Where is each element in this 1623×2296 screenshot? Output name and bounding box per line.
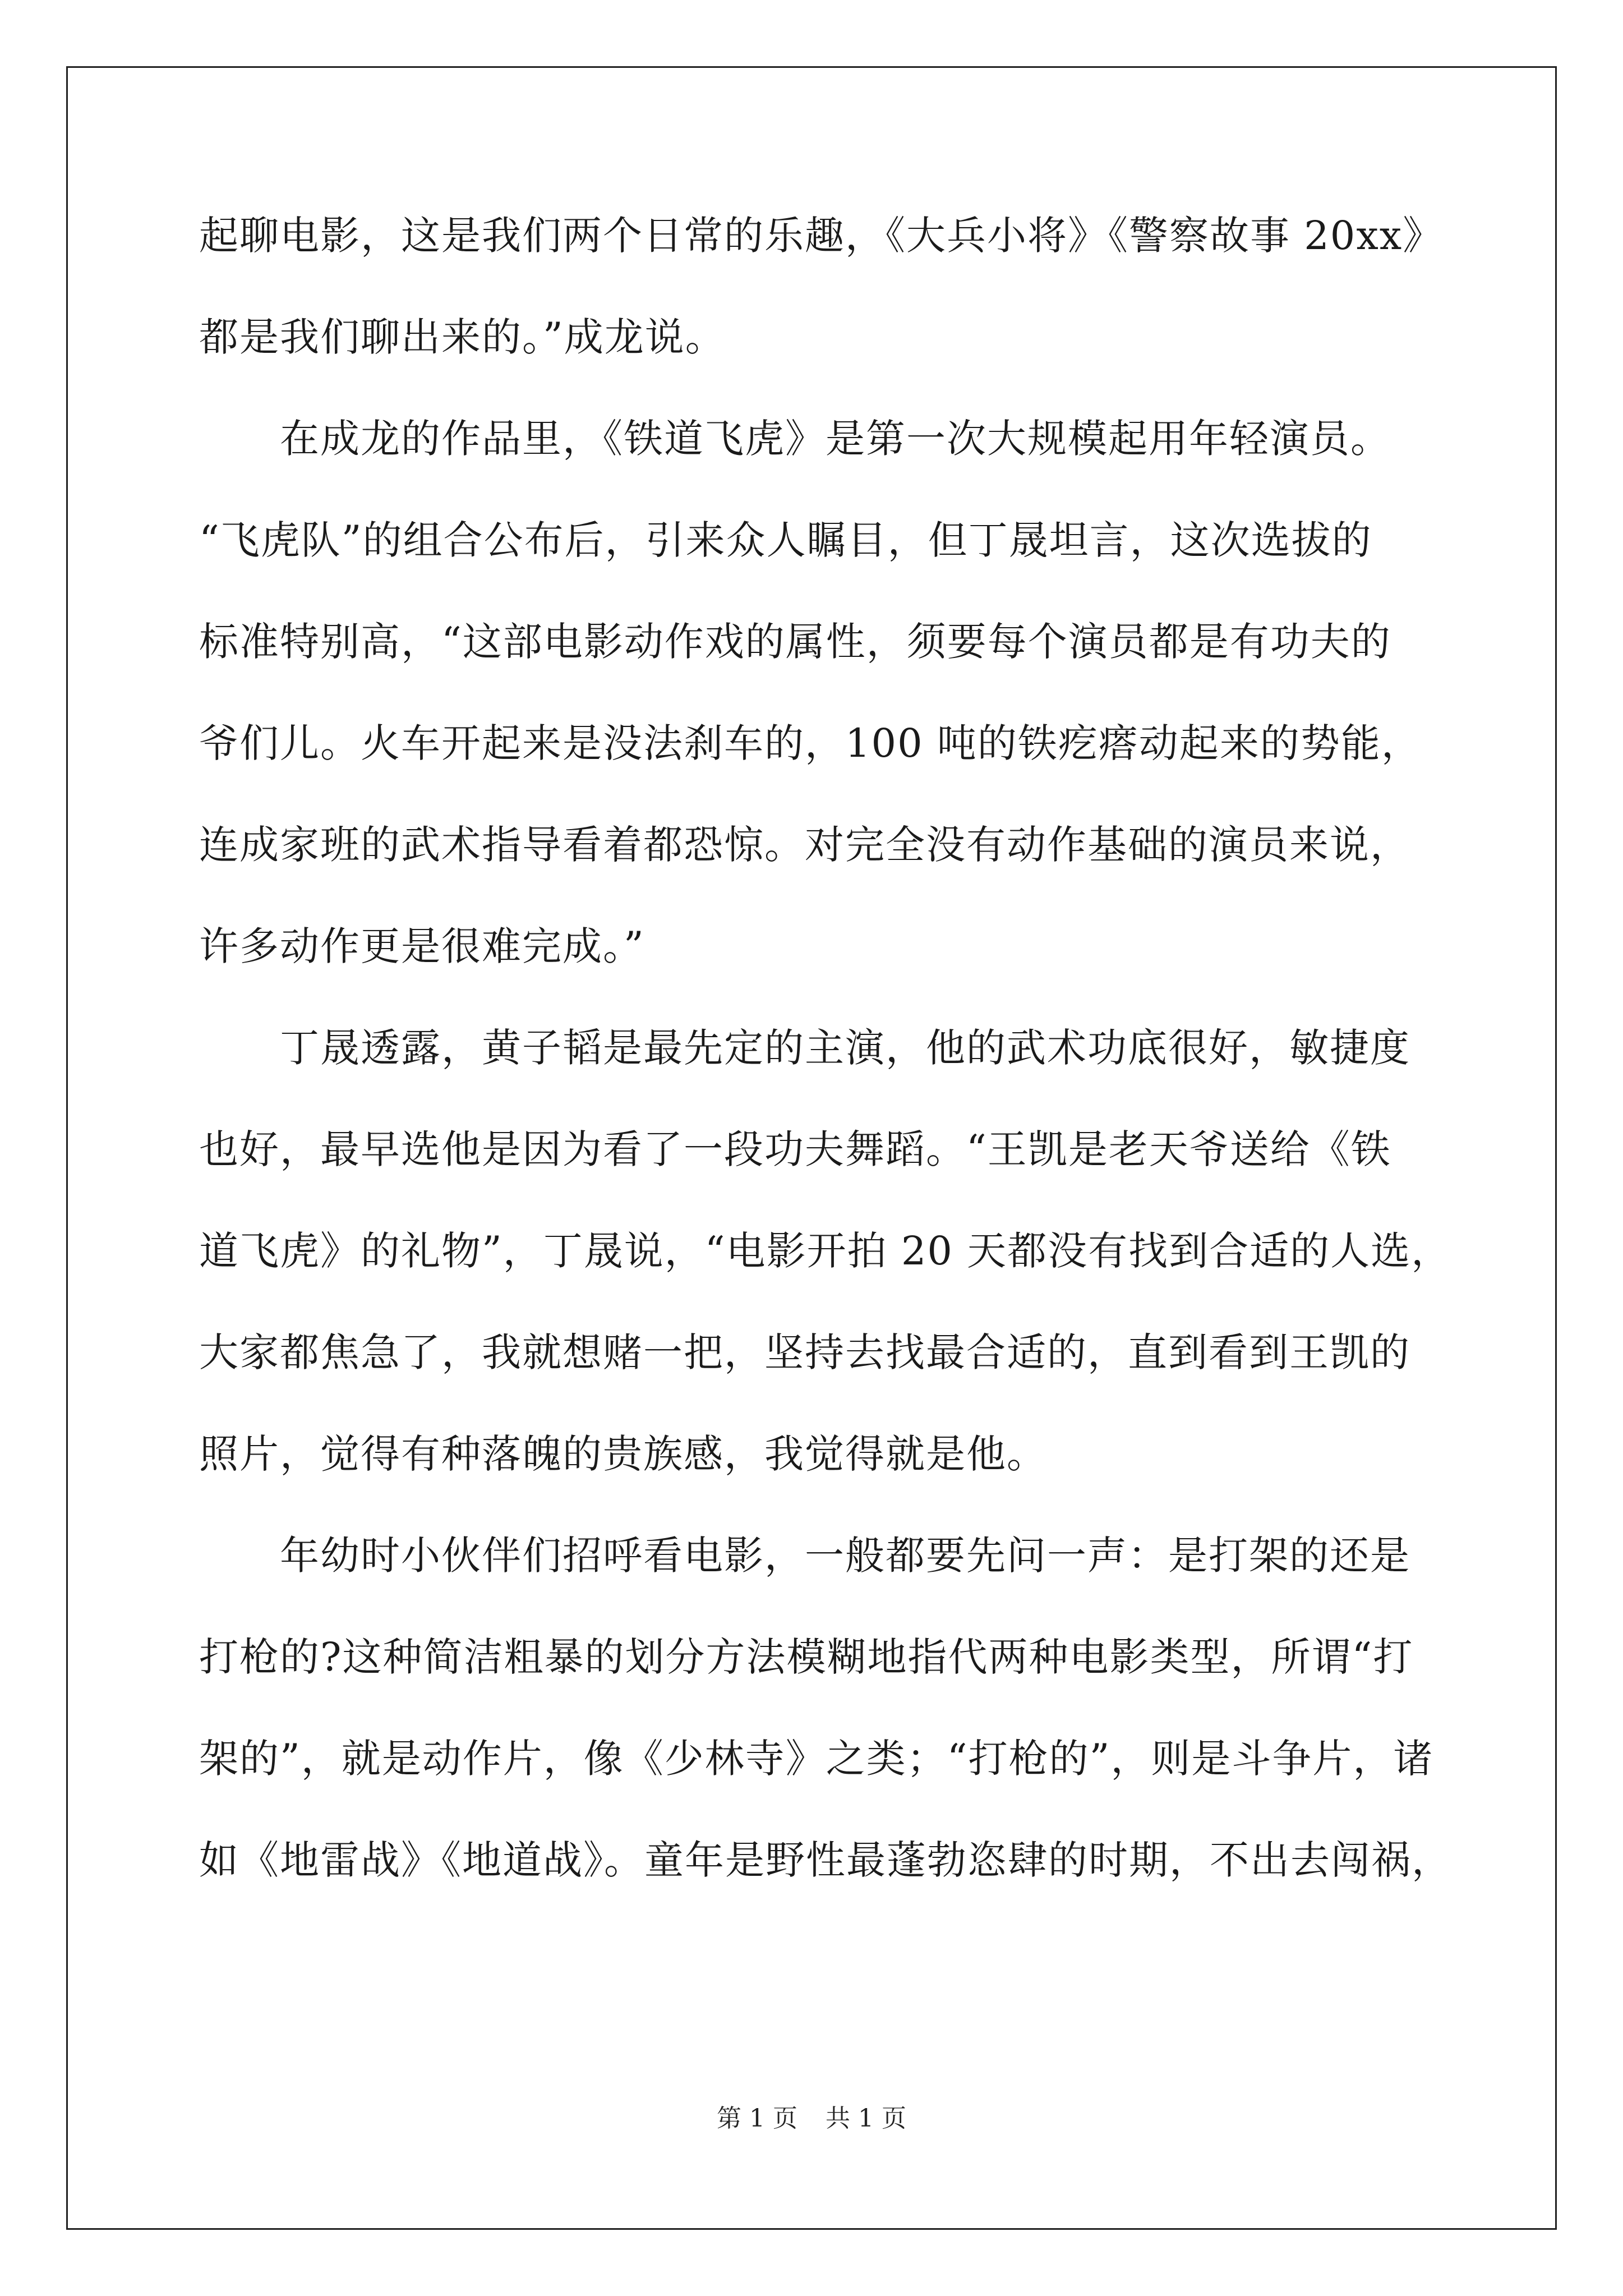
text-line: 标准特别高，“这部电影动作戏的属性，须要每个演员都是有功夫的 — [199, 619, 1391, 665]
text-line: 道飞虎》的礼物”，丁晟说，“电影开拍 20 天都没有找到合适的人选， — [199, 1228, 1452, 1274]
page-footer — [0, 2098, 1623, 2134]
text-line: 打枪的?这种简洁粗暴的划分方法模糊地指代两种电影类型，所谓“打 — [199, 1634, 1414, 1680]
text-line: “飞虎队”的组合公布后，引来众人瞩目，但丁晟坦言，这次选拔的 — [199, 517, 1372, 563]
text-line: 爷们儿。火车开起来是没法刹车的，100 吨的铁疙瘩动起来的势能， — [199, 720, 1422, 766]
text-line: 年幼时小伙伴们招呼看电影，一般都要先问一声：是打架的还是 — [199, 1533, 1410, 1579]
text-line: 架的”，就是动作片，像《少林寺》之类；“打枪的”，则是斗争片，诸 — [199, 1736, 1434, 1782]
text-line: 大家都焦急了，我就想赌一把，坚持去找最合适的，直到看到王凯的 — [199, 1329, 1410, 1375]
text-line: 连成家班的武术指导看着都恐惊。对完全没有动作基础的演员来说， — [199, 822, 1410, 868]
text-line: 起聊电影，这是我们两个日常的乐趣，《大兵小将》《警察故事 20xx》 — [199, 213, 1444, 259]
text-line: 照片，觉得有种落魄的贵族感，我觉得就是他。 — [199, 1431, 1047, 1477]
text-line: 也好，最早选他是因为看了一段功夫舞蹈。“王凯是老天爷送给《铁 — [199, 1126, 1391, 1172]
text-line: 如《地雷战》《地道战》。童年是野性最蓬勃恣肆的时期，不出去闯祸， — [199, 1837, 1452, 1883]
text-line: 都是我们聊出来的。”成龙说。 — [199, 314, 726, 360]
text-line: 许多动作更是很难完成。” — [199, 923, 645, 969]
page-total: 共 1 页 — [826, 2104, 906, 2133]
text-line: 在成龙的作品里，《铁道飞虎》是第一次大规模起用年轻演员。 — [199, 416, 1391, 462]
text-line: 丁晟透露，黄子韬是最先定的主演，他的武术功底很好，敏捷度 — [199, 1025, 1410, 1071]
page-number: 第 1 页 — [717, 2104, 797, 2133]
